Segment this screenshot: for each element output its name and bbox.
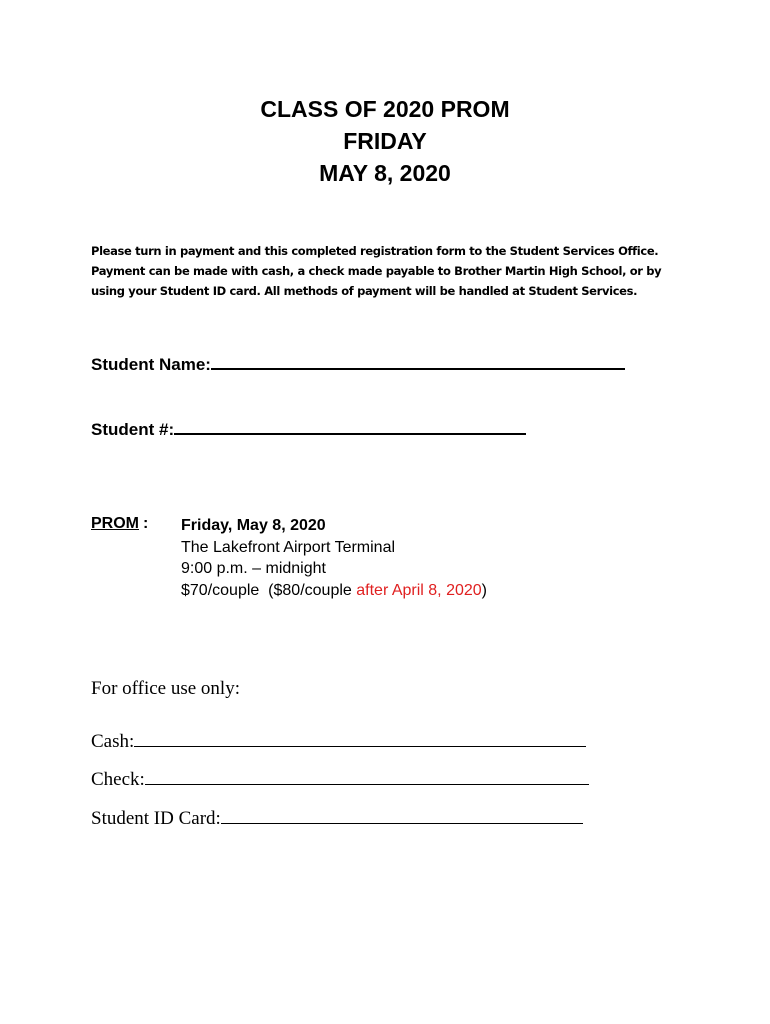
prom-time: 9:00 p.m. – midnight — [181, 560, 326, 577]
office-cash-label: Cash: — [91, 731, 135, 752]
prom-details — [181, 515, 487, 601]
prom-label-colon: : — [143, 515, 149, 532]
office-check-blank[interactable] — [145, 766, 589, 785]
title-line-day: FRIDAY — [343, 128, 427, 154]
prom-venue: The Lakefront Airport Terminal — [181, 538, 396, 556]
office-id-card-field[interactable] — [91, 805, 583, 830]
student-name-label: Student Name: — [91, 355, 211, 374]
student-number-field[interactable] — [91, 417, 526, 440]
prom-date: Friday, May 8, 2020 — [181, 517, 326, 534]
instructions-line: Payment can be made with cash, a check made payable to Brother Martin High School, or by — [91, 264, 662, 278]
office-check-label: Check: — [91, 769, 145, 790]
instructions-line: using your Student ID card. All methods of payment will be handled at Student Services. — [91, 284, 638, 298]
form-title — [0, 93, 770, 189]
title-line-date: MAY 8, 2020 — [319, 160, 451, 186]
office-cash-field[interactable] — [91, 728, 586, 753]
prom-label: PROM — [91, 515, 139, 532]
office-check-field[interactable] — [91, 766, 589, 791]
student-number-blank[interactable] — [174, 417, 526, 435]
office-cash-blank[interactable] — [134, 728, 586, 747]
prom-price-late-deadline: after April 8, 2020 — [356, 581, 482, 599]
office-id-card-blank[interactable] — [221, 805, 583, 824]
instructions-paragraph — [91, 241, 691, 301]
student-number-label: Student #: — [91, 420, 175, 439]
instructions-line: Please turn in payment and this completed registration form to the Student Services Office. — [91, 244, 659, 258]
student-name-field[interactable] — [91, 352, 625, 375]
office-use-heading: For office use only: — [91, 678, 240, 699]
prom-price-close: ) — [481, 581, 487, 599]
office-id-card-label: Student ID Card: — [91, 808, 221, 829]
title-line-event: CLASS OF 2020 PROM — [260, 96, 510, 122]
prom-price-regular: $70/couple ($80/couple — [181, 581, 357, 599]
prom-price — [181, 580, 487, 602]
student-name-blank[interactable] — [211, 352, 625, 370]
